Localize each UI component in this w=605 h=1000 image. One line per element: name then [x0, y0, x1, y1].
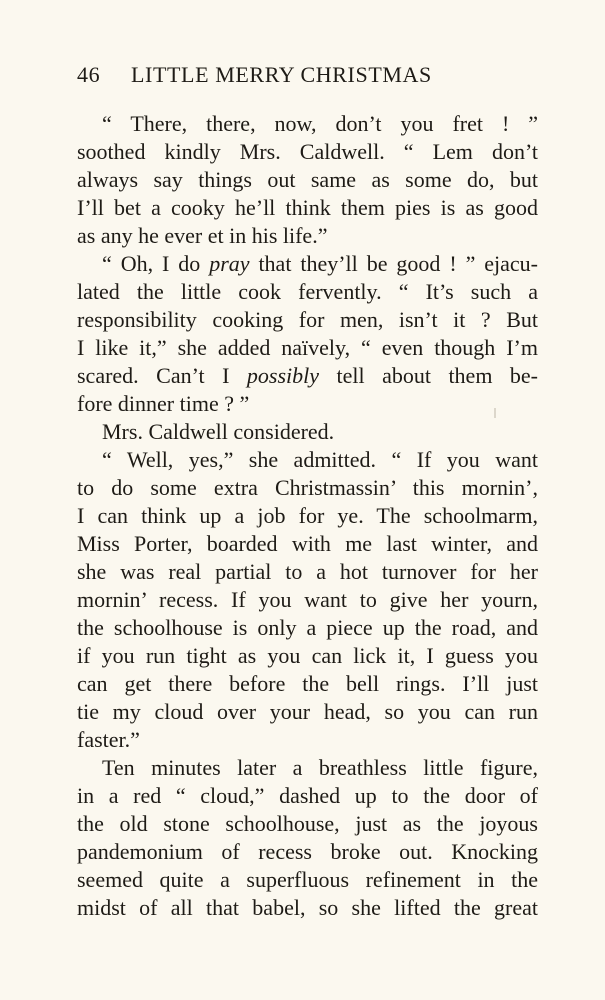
text-line: can get there before the bell rings. I’ll just	[77, 671, 538, 696]
text-line: I’ll bet a cooky he’ll think them pies is as good	[77, 195, 538, 220]
text-line: always say things out same as some do, but	[77, 167, 538, 192]
text-line: Mrs. Caldwell considered.	[102, 419, 335, 444]
page-header	[77, 62, 537, 94]
page-number: 46	[77, 62, 101, 87]
text-line: to do some extra Christmassin’ this mornin’,	[77, 475, 538, 500]
text-line: I can think up a job for ye. The schoolmarm,	[77, 503, 538, 528]
text-line: she was real partial to a hot turnover for her	[77, 559, 538, 584]
text-line: pandemonium of recess broke out. Knocking	[77, 839, 538, 864]
text-line: in a red “ cloud,” dashed up to the door of	[77, 783, 538, 808]
text-line: “ There, there, now, don’t you fret ! ”	[102, 111, 538, 136]
text-span: tell about them be-	[319, 363, 538, 388]
body-text	[77, 110, 538, 922]
text-line: soothed kindly Mrs. Caldwell. “ Lem don’t	[77, 139, 538, 164]
text-line: if you run tight as you can lick it, I guess you	[77, 643, 538, 668]
text-span: that they’ll be good ! ” ejacu-	[249, 251, 538, 276]
paper-speck	[494, 408, 496, 418]
text-line: Miss Porter, boarded with me last winter, and	[77, 531, 538, 556]
text-line: midst of all that babel, so she lifted the great	[77, 895, 538, 920]
text-line: fore dinner time ? ”	[77, 391, 250, 416]
text-span: scared. Can’t I	[77, 363, 247, 388]
text-line	[77, 362, 538, 390]
text-line: I like it,” she added naïvely, “ even though I’m	[77, 335, 538, 360]
text-line: faster.”	[77, 727, 140, 752]
text-span: “ Oh, I do	[102, 251, 210, 276]
text-line: “ Well, yes,” she admitted. “ If you want	[102, 447, 538, 472]
text-line: lated the little cook fervently. “ It’s such a	[77, 279, 538, 304]
italic-text: pray	[209, 251, 250, 276]
text-line: the schoolhouse is only a piece up the road, and	[77, 615, 538, 640]
text-line: the old stone schoolhouse, just as the joyous	[77, 811, 538, 836]
text-line: Ten minutes later a breathless little figure,	[102, 755, 538, 780]
text-line	[77, 250, 538, 278]
text-line: tie my cloud over your head, so you can run	[77, 699, 538, 724]
running-head: LITTLE MERRY CHRISTMAS	[131, 62, 432, 87]
text-line: responsibility cooking for men, isn’t it ? But	[77, 307, 538, 332]
italic-text: possibly	[246, 363, 320, 388]
text-line: seemed quite a superfluous refinement in the	[77, 867, 538, 892]
text-line: as any he ever et in his life.”	[77, 223, 328, 248]
text-line: mornin’ recess. If you want to give her yourn,	[77, 587, 538, 612]
